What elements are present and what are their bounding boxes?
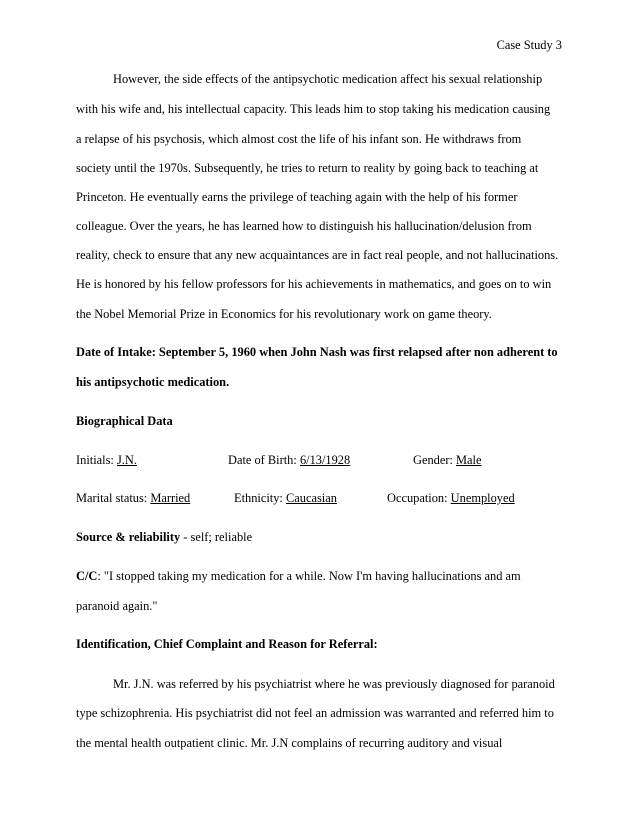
cc-label: C/C <box>76 569 98 583</box>
intake-line: his antipsychotic medication. <box>76 375 230 389</box>
chief-complaint-line <box>76 569 521 584</box>
marital-field <box>76 491 190 506</box>
gender-label: Gender: <box>413 453 453 467</box>
intake-line: Date of Intake: September 5, 1960 when John Nash was first relapsed after non adherent to <box>76 345 558 359</box>
marital-label: Marital status: <box>76 491 148 505</box>
dob-field <box>228 453 350 468</box>
gender-value: Male <box>456 453 482 467</box>
initials-value: J.N. <box>116 453 137 467</box>
occupation-value: Unemployed <box>450 491 515 505</box>
initials-label: Initials: <box>76 453 114 467</box>
source-label: Source & reliability <box>76 530 181 544</box>
paragraph-line: type schizophrenia. His psychiatrist did not feel an admission was warranted and referred him to <box>76 706 554 720</box>
paragraph-line: colleague. Over the years, he has learned how to distinguish his hallucination/delusion from <box>76 219 532 233</box>
paragraph-line: the Nobel Memorial Prize in Economics for his revolutionary work on game theory. <box>76 307 492 321</box>
identification-heading: Identification, Chief Complaint and Reason for Referral: <box>76 637 378 651</box>
paragraph-line: He is honored by his fellow professors for his achievements in mathematics, and goes on to win <box>76 277 552 291</box>
paragraph-line: However, the side effects of the antipsychotic medication affect his sexual relationship <box>113 72 543 86</box>
paragraph-line: the mental health outpatient clinic. Mr. J.N complains of recurring auditory and visual <box>76 736 503 750</box>
gender-field <box>413 453 482 468</box>
occupation-label: Occupation: <box>387 491 448 505</box>
ethnicity-field <box>234 491 337 506</box>
dob-value: 6/13/1928 <box>299 453 351 467</box>
ethnicity-label: Ethnicity: <box>234 491 283 505</box>
source-value: - self; reliable <box>183 530 253 544</box>
initials-field <box>76 453 137 468</box>
paragraph-line: Princeton. He eventually earns the privilege of teaching again with the help of his former <box>76 190 518 204</box>
running-head: Case Study 3 <box>496 38 562 52</box>
biographical-heading: Biographical Data <box>76 414 173 428</box>
paragraph-line: reality, check to ensure that any new acquaintances are in fact real people, and not hallucinations. <box>76 248 559 262</box>
source-line <box>76 530 252 545</box>
ethnicity-value: Caucasian <box>285 491 337 505</box>
paragraph-line: with his wife and, his intellectual capacity. This leads him to stop taking his medication causing <box>76 102 551 116</box>
cc-quote-line: paranoid again." <box>76 599 158 613</box>
marital-value: Married <box>150 491 191 505</box>
paragraph-line: society until the 1970s. Subsequently, he tries to return to reality by going back to teaching at <box>76 161 539 175</box>
paragraph-line: Mr. J.N. was referred by his psychiatrist where he was previously diagnosed for paranoid <box>113 677 555 691</box>
occupation-field <box>387 491 515 506</box>
cc-quote: : "I stopped taking my medication for a while. Now I'm having hallucinations and am <box>97 569 521 583</box>
dob-label: Date of Birth: <box>228 453 297 467</box>
paragraph-line: a relapse of his psychosis, which almost cost the life of his infant son. He withdraws from <box>76 132 522 146</box>
